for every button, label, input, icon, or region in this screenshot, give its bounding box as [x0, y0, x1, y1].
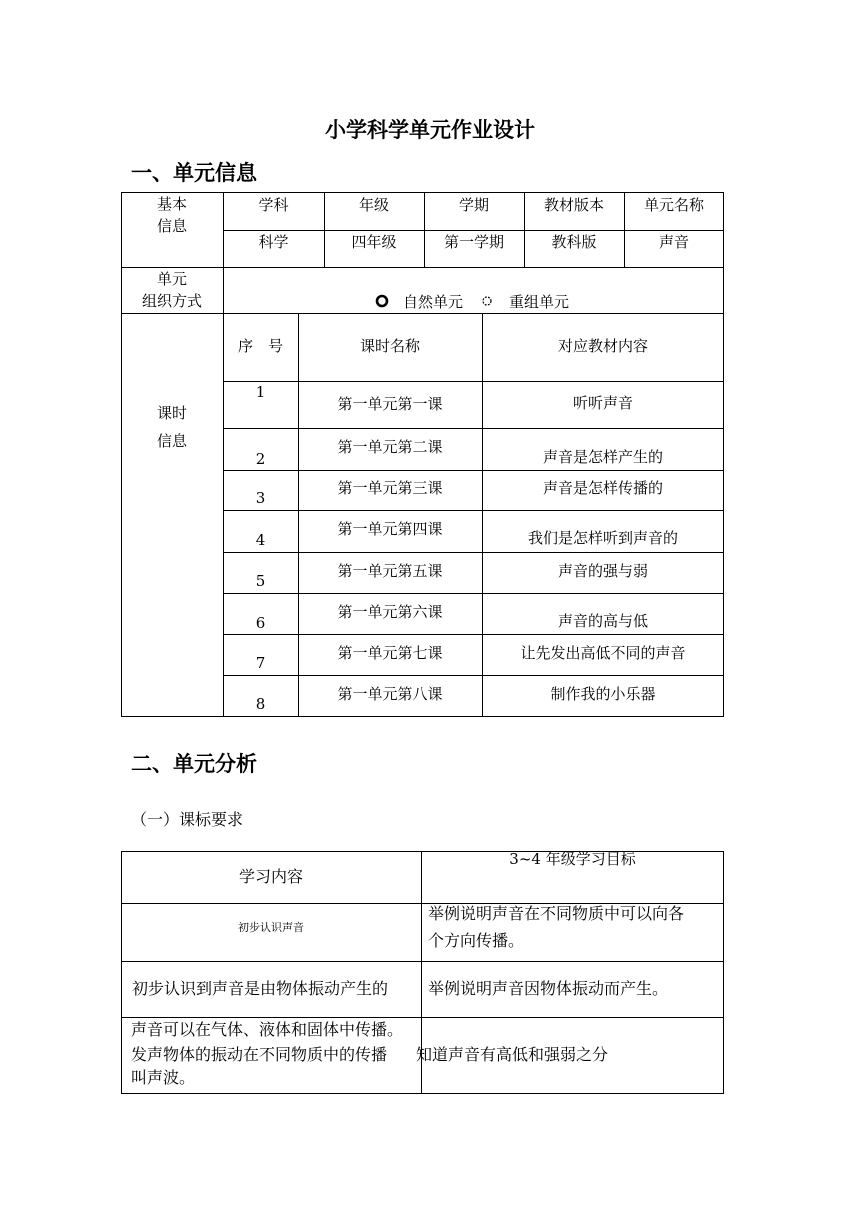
lesson-name: 第一单元第三课: [337, 479, 443, 497]
header-grade: 年级: [358, 196, 389, 214]
lessons-label-2: 信息: [156, 432, 187, 450]
lesson-no: 7: [255, 654, 266, 672]
lesson-content: 声音是怎样传播的: [542, 479, 663, 497]
lesson-name: 第一单元第八课: [337, 685, 443, 703]
org-option-natural[interactable]: 自然单元: [403, 293, 464, 311]
header-subject: 学科: [258, 196, 289, 214]
standards-row-goal: 个方向传播。: [428, 931, 525, 950]
lesson-header-no: 序 号: [237, 337, 283, 355]
standards-row-content: 叫声波。: [131, 1068, 196, 1087]
basic-info-label-1: 基本: [156, 195, 187, 213]
lesson-content: 听听声音: [572, 394, 633, 412]
radio-unselected-icon[interactable]: [481, 295, 493, 307]
lesson-content: 声音的强与弱: [557, 562, 648, 580]
standards-header-goal: 3~4 年级学习目标: [509, 850, 636, 868]
lesson-content: 声音的高与低: [557, 612, 648, 630]
section-heading-unit-info: 一、单元信息: [131, 161, 257, 185]
standards-row-content: 初步认识声音: [238, 921, 304, 934]
lesson-name: 第一单元第二课: [337, 438, 443, 456]
standards-header-content: 学习内容: [238, 867, 303, 886]
lessons-label-1: 课时: [156, 404, 187, 422]
lesson-no: 5: [255, 572, 266, 590]
lesson-no: 8: [255, 695, 266, 713]
lesson-name: 第一单元第七课: [337, 644, 443, 662]
value-subject: 科学: [258, 233, 289, 251]
lesson-content: 声音是怎样产生的: [542, 448, 663, 466]
header-term: 学期: [458, 196, 489, 214]
document-title: 小学科学单元作业设计: [325, 118, 535, 142]
lesson-content: 我们是怎样听到声音的: [527, 529, 678, 547]
lesson-content: 制作我的小乐器: [550, 685, 656, 703]
value-grade: 四年级: [351, 233, 397, 251]
lesson-name: 第一单元第一课: [337, 395, 443, 413]
lesson-no: 3: [255, 489, 266, 507]
radio-selected-icon[interactable]: [375, 294, 389, 308]
standards-row-goal: 知道声音有高低和强弱之分: [416, 1045, 609, 1064]
lesson-name: 第一单元第五课: [337, 562, 443, 580]
standards-row-goal: 举例说明声音因物体振动而产生。: [428, 979, 669, 998]
value-edition: 教科版: [551, 233, 597, 251]
lesson-no: 6: [255, 614, 266, 632]
header-unit-name: 单元名称: [643, 196, 704, 214]
lesson-name: 第一单元第四课: [337, 520, 443, 538]
org-option-regroup[interactable]: 重组单元: [509, 293, 570, 311]
standards-row-content: 初步认识到声音是由物体振动产生的: [132, 979, 389, 998]
basic-info-label-2: 信息: [156, 217, 187, 235]
subheading-standards: （一）课标要求: [131, 810, 244, 829]
lesson-no: 2: [255, 450, 266, 468]
value-unit-name: 声音: [658, 233, 689, 251]
lesson-name: 第一单元第六课: [337, 603, 443, 621]
lesson-content: 让先发出高低不同的声音: [520, 644, 686, 662]
header-edition: 教材版本: [543, 196, 604, 214]
section-heading-unit-analysis: 二、单元分析: [131, 752, 257, 776]
standards-row-content: 声音可以在气体、液体和固体中传播。: [131, 1020, 404, 1039]
standards-row-goal: 举例说明声音在不同物质中可以向各: [428, 904, 685, 923]
value-term: 第一学期: [443, 233, 504, 251]
org-label-1: 单元: [156, 270, 187, 288]
lesson-no: 4: [255, 531, 266, 549]
lesson-no: 1: [255, 383, 266, 401]
lesson-header-name: 课时名称: [359, 337, 420, 355]
standards-row-content: 发声物体的振动在不同物质中的传播: [131, 1045, 388, 1064]
lesson-header-content: 对应教材内容: [557, 337, 648, 355]
org-label-2: 组织方式: [141, 292, 202, 310]
